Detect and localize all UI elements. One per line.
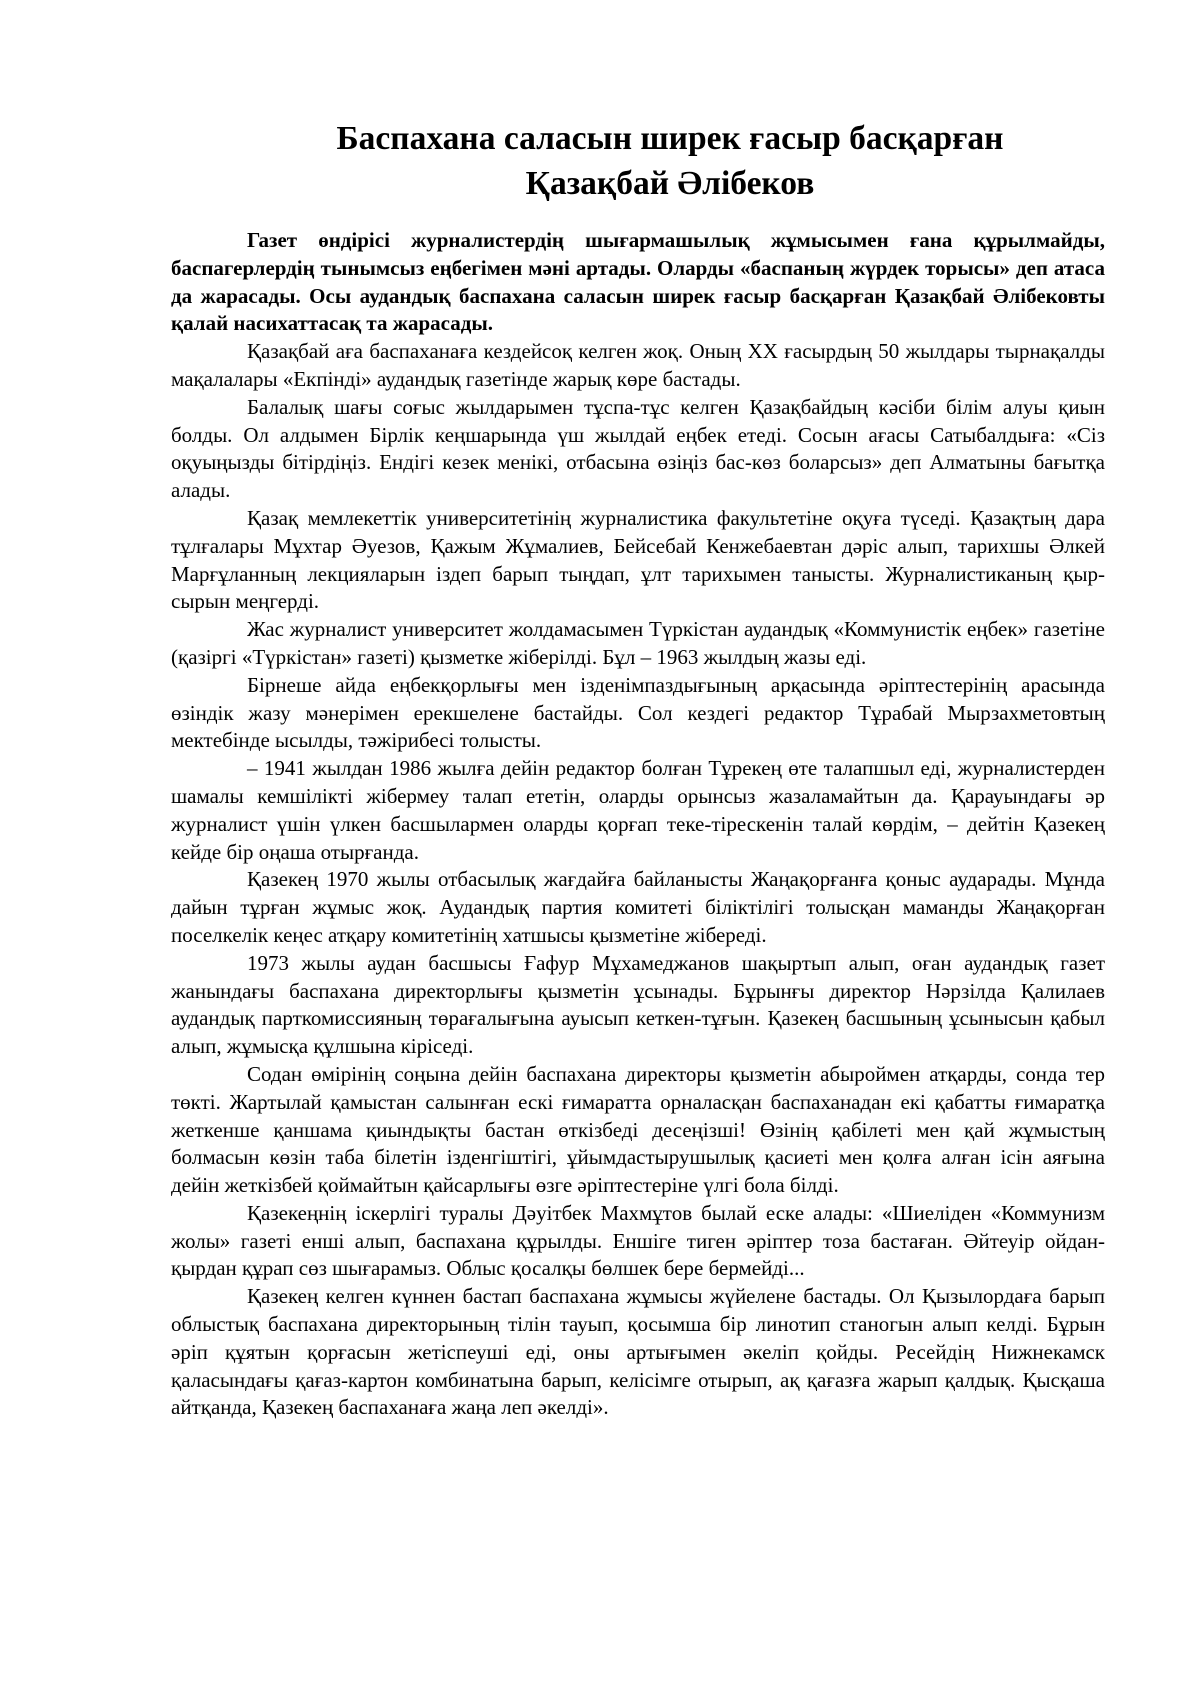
body-paragraph-4: Жас журналист университет жолдамасымен Түркістан аудандық «Коммунистік еңбек» газетіне (қазіргі «Түркістан» газеті) қызметке жіберілді. Бұл – 1963 жылдың жазы еді. [171, 617, 1105, 669]
lead-paragraph: Газет өндірісі журналистердің шығармашылық жұмысымен ғана құрылмайды, баспагерлердің тынымсыз еңбегімен мәні артады. Оларды «баспаның жүрдек торысы» деп атаса да жарасады. Осы аудандық баспахана саласын ширек ғасыр басқарған Қазақбай Әлібековты қалай насихаттасақ та жарасады. [171, 228, 1105, 336]
article-body [171, 227, 1105, 1422]
body-paragraph-11: Қазекең келген күннен бастап баспахана жұмысы жүйелене бастады. Ол Қызылордаға барып облыстық баспахана директорының тілін тауып, қосымша бір линотип станогын алып келді. Бұрын әріп құятын қорғасын жетіспеуші еді, оны артығымен әкеліп қойды. Ресейдің Нижнекамск қаласындағы қағаз-картон комбинатына барып, келісімге отырып, ақ қағазға жарып қалдық. Қысқаша айтқанда, Қазекең баспаханаға жаңа леп әкелді». [171, 1284, 1105, 1420]
body-paragraph-8: 1973 жылы аудан басшысы Ғафур Мұхамеджанов шақыртып алып, оған аудандық газет жанындағы баспахана директорлығы қызметін ұсынады. Бұрынғы директор Нәрзілда Қалилаев аудандық парткомиссияның төрағалығына ауысып кеткен-тұғын. Қазекең басшының ұсынысын қабыл алып, жұмысқа құлшына кіріседі. [171, 950, 1105, 1059]
body-paragraph-3: Қазақ мемлекеттік университетінің журналистика факультетіне оқуға түседі. Қазақтың дара тұлғалары Мұхтар Әуезов, Қажым Жұмалиев, Бейсебай Кенжебаевтан дәріс алып, тарихшы Әлкей Марғұланның лекцияларын іздеп барып тыңдап, ұлт тарихымен танысты. Журналистиканың қыр-сырын меңгерді. [171, 505, 1105, 614]
body-paragraph-1: Қазақбай аға баспаханаға кездейсоқ келген жоқ. Оның ХХ ғасырдың 50 жылдары тырнақалды мақалалары «Екпінді» аудандық газетінде жарық көре бастады. [171, 339, 1105, 391]
body-paragraph-7: Қазекең 1970 жылы отбасылық жағдайға байланысты Жаңақорғанға қоныс аударады. Мұнда дайын тұрған жұмыс жоқ. Аудандық партия комитеті біліктілігі толысқан маманды Жаңақорған поселкелік кеңес атқару комитетінің хатшысы қызметіне жібереді. [171, 867, 1105, 947]
body-paragraph-6: – 1941 жылдан 1986 жылға дейін редактор болған Тұрекең өте талапшыл еді, журналистерден шамалы кемшілікті жібермеу талап ететін, оларды орынсыз жазаламайтын да. Қарауындағы әр журналист үшін үлкен басшылармен оларды қорғап теке-тірескенін талай көрдім, – дейтін Қазекең кейде бір оңаша отырғанда. [171, 756, 1105, 864]
body-paragraph-10: Қазекеңнің іскерлігі туралы Дәуітбек Махмұтов былай еске алады: «Шиеліден «Коммунизм жолы» газеті енші алып, баспахана құрылды. Еншіге тиген әріптер тоза бастаған. Әйтеуір ойдан-қырдан құрап сөз шығарамыз. Облыс қосалқы бөлшек бере бермейді... [171, 1200, 1105, 1281]
body-paragraph-2: Балалық шағы соғыс жылдарымен тұспа-тұс келген Қазақбайдың кәсіби білім алуы қиын болды. Ол алдымен Бірлік кеңшарында үш жылдай еңбек етеді. Сосын ағасы Сатыбалдыға: «Сіз оқуыңызды бітірдіңіз. Ендігі кезек менікі, отбасына өзіңіз бас-көз боларсыз» деп Алматыны бағытқа алады. [171, 394, 1105, 503]
title-line-1: Баспахана саласын ширек ғасыр басқарған [336, 120, 1004, 157]
title-line-2: Қазақбай Әлібеков [525, 165, 815, 202]
body-paragraph-9: Содан өмірінің соңына дейін баспахана директоры қызметін абыроймен атқарды, сонда тер төкті. Жартылай қамыстан салынған ескі ғимаратта орналасқан баспаханадан екі қабатты ғимаратқа жеткенше қаншама қиындықты бастан өткізбеді десеңізші! Өзінің қабілеті мен қай жұмыстың болмасын көзін таба білетін ізденгіштігі, ұйымдастырушылық қасиеті мен қолға алған ісін аяғына дейін жеткізбей қоймайтын қайсарлығы өзге әріптестеріне үлгі бола білді. [171, 1061, 1105, 1198]
body-paragraph-5: Бірнеше айда еңбекқорлығы мен ізденімпаздығының арқасында әріптестерінің арасында өзіндік жазу мәнерімен ерекшелене бастайды. Сол кездегі редактор Тұрабай Мырзахметовтың мектебінде ысылды, тәжірибесі толысты. [171, 672, 1105, 753]
article-title [170, 116, 1170, 206]
